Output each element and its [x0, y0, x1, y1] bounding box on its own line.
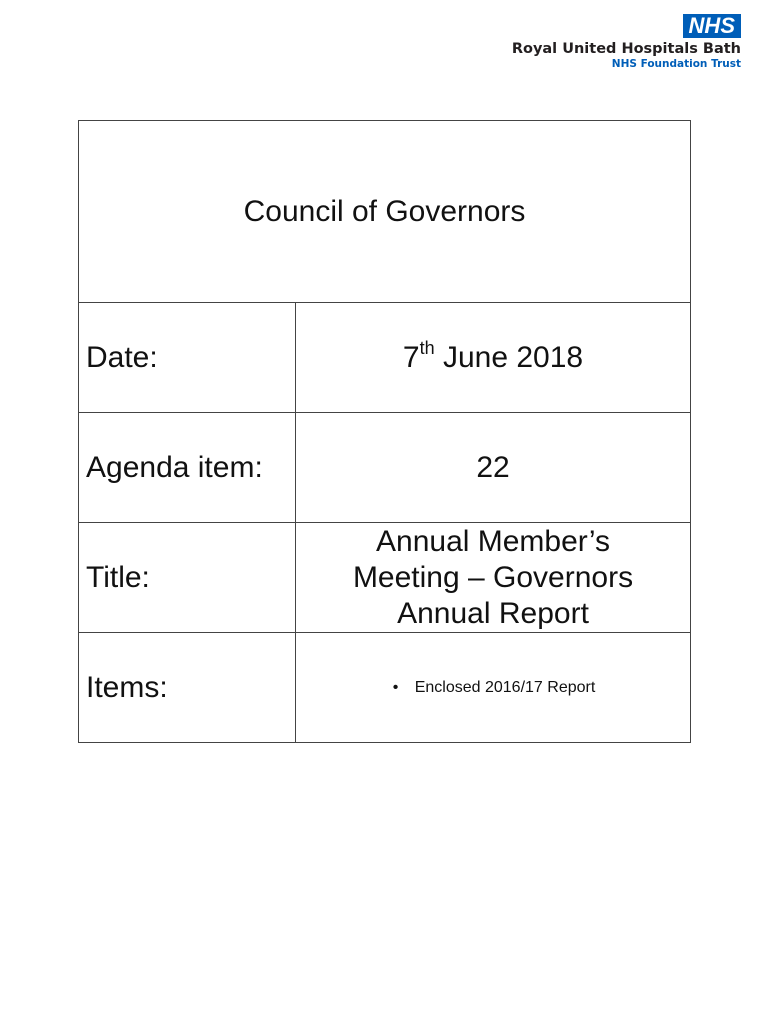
agenda-value: 22	[296, 413, 691, 523]
items-label: Items:	[79, 633, 296, 743]
cover-heading: Council of Governors	[79, 121, 691, 303]
date-label: Date:	[79, 303, 296, 413]
date-value	[296, 303, 691, 413]
date-rest: June 2018	[434, 340, 584, 374]
cover-sheet-table	[78, 120, 691, 743]
org-name: Royal United Hospitals Bath	[511, 41, 741, 57]
title-label: Title:	[79, 523, 296, 633]
items-list	[296, 679, 690, 697]
nhs-logo	[512, 14, 741, 70]
items-value	[296, 633, 691, 743]
title-line-2: Meeting – Governors	[352, 560, 634, 594]
date-row	[79, 303, 691, 413]
title-row	[79, 523, 691, 633]
date-day: 7	[402, 340, 420, 374]
heading-row	[79, 121, 691, 303]
items-row	[79, 633, 691, 743]
title-value	[296, 523, 691, 633]
agenda-row	[79, 413, 691, 523]
nhs-badge: NHS	[683, 14, 741, 38]
date-suffix: th	[419, 337, 435, 358]
org-subtitle: NHS Foundation Trust	[611, 58, 741, 70]
list-item: • Enclosed 2016/17 Report	[391, 679, 596, 697]
title-line-1: Annual Member’s	[376, 524, 611, 558]
title-line-3: Annual Report	[397, 596, 589, 630]
agenda-label: Agenda item:	[79, 413, 296, 523]
